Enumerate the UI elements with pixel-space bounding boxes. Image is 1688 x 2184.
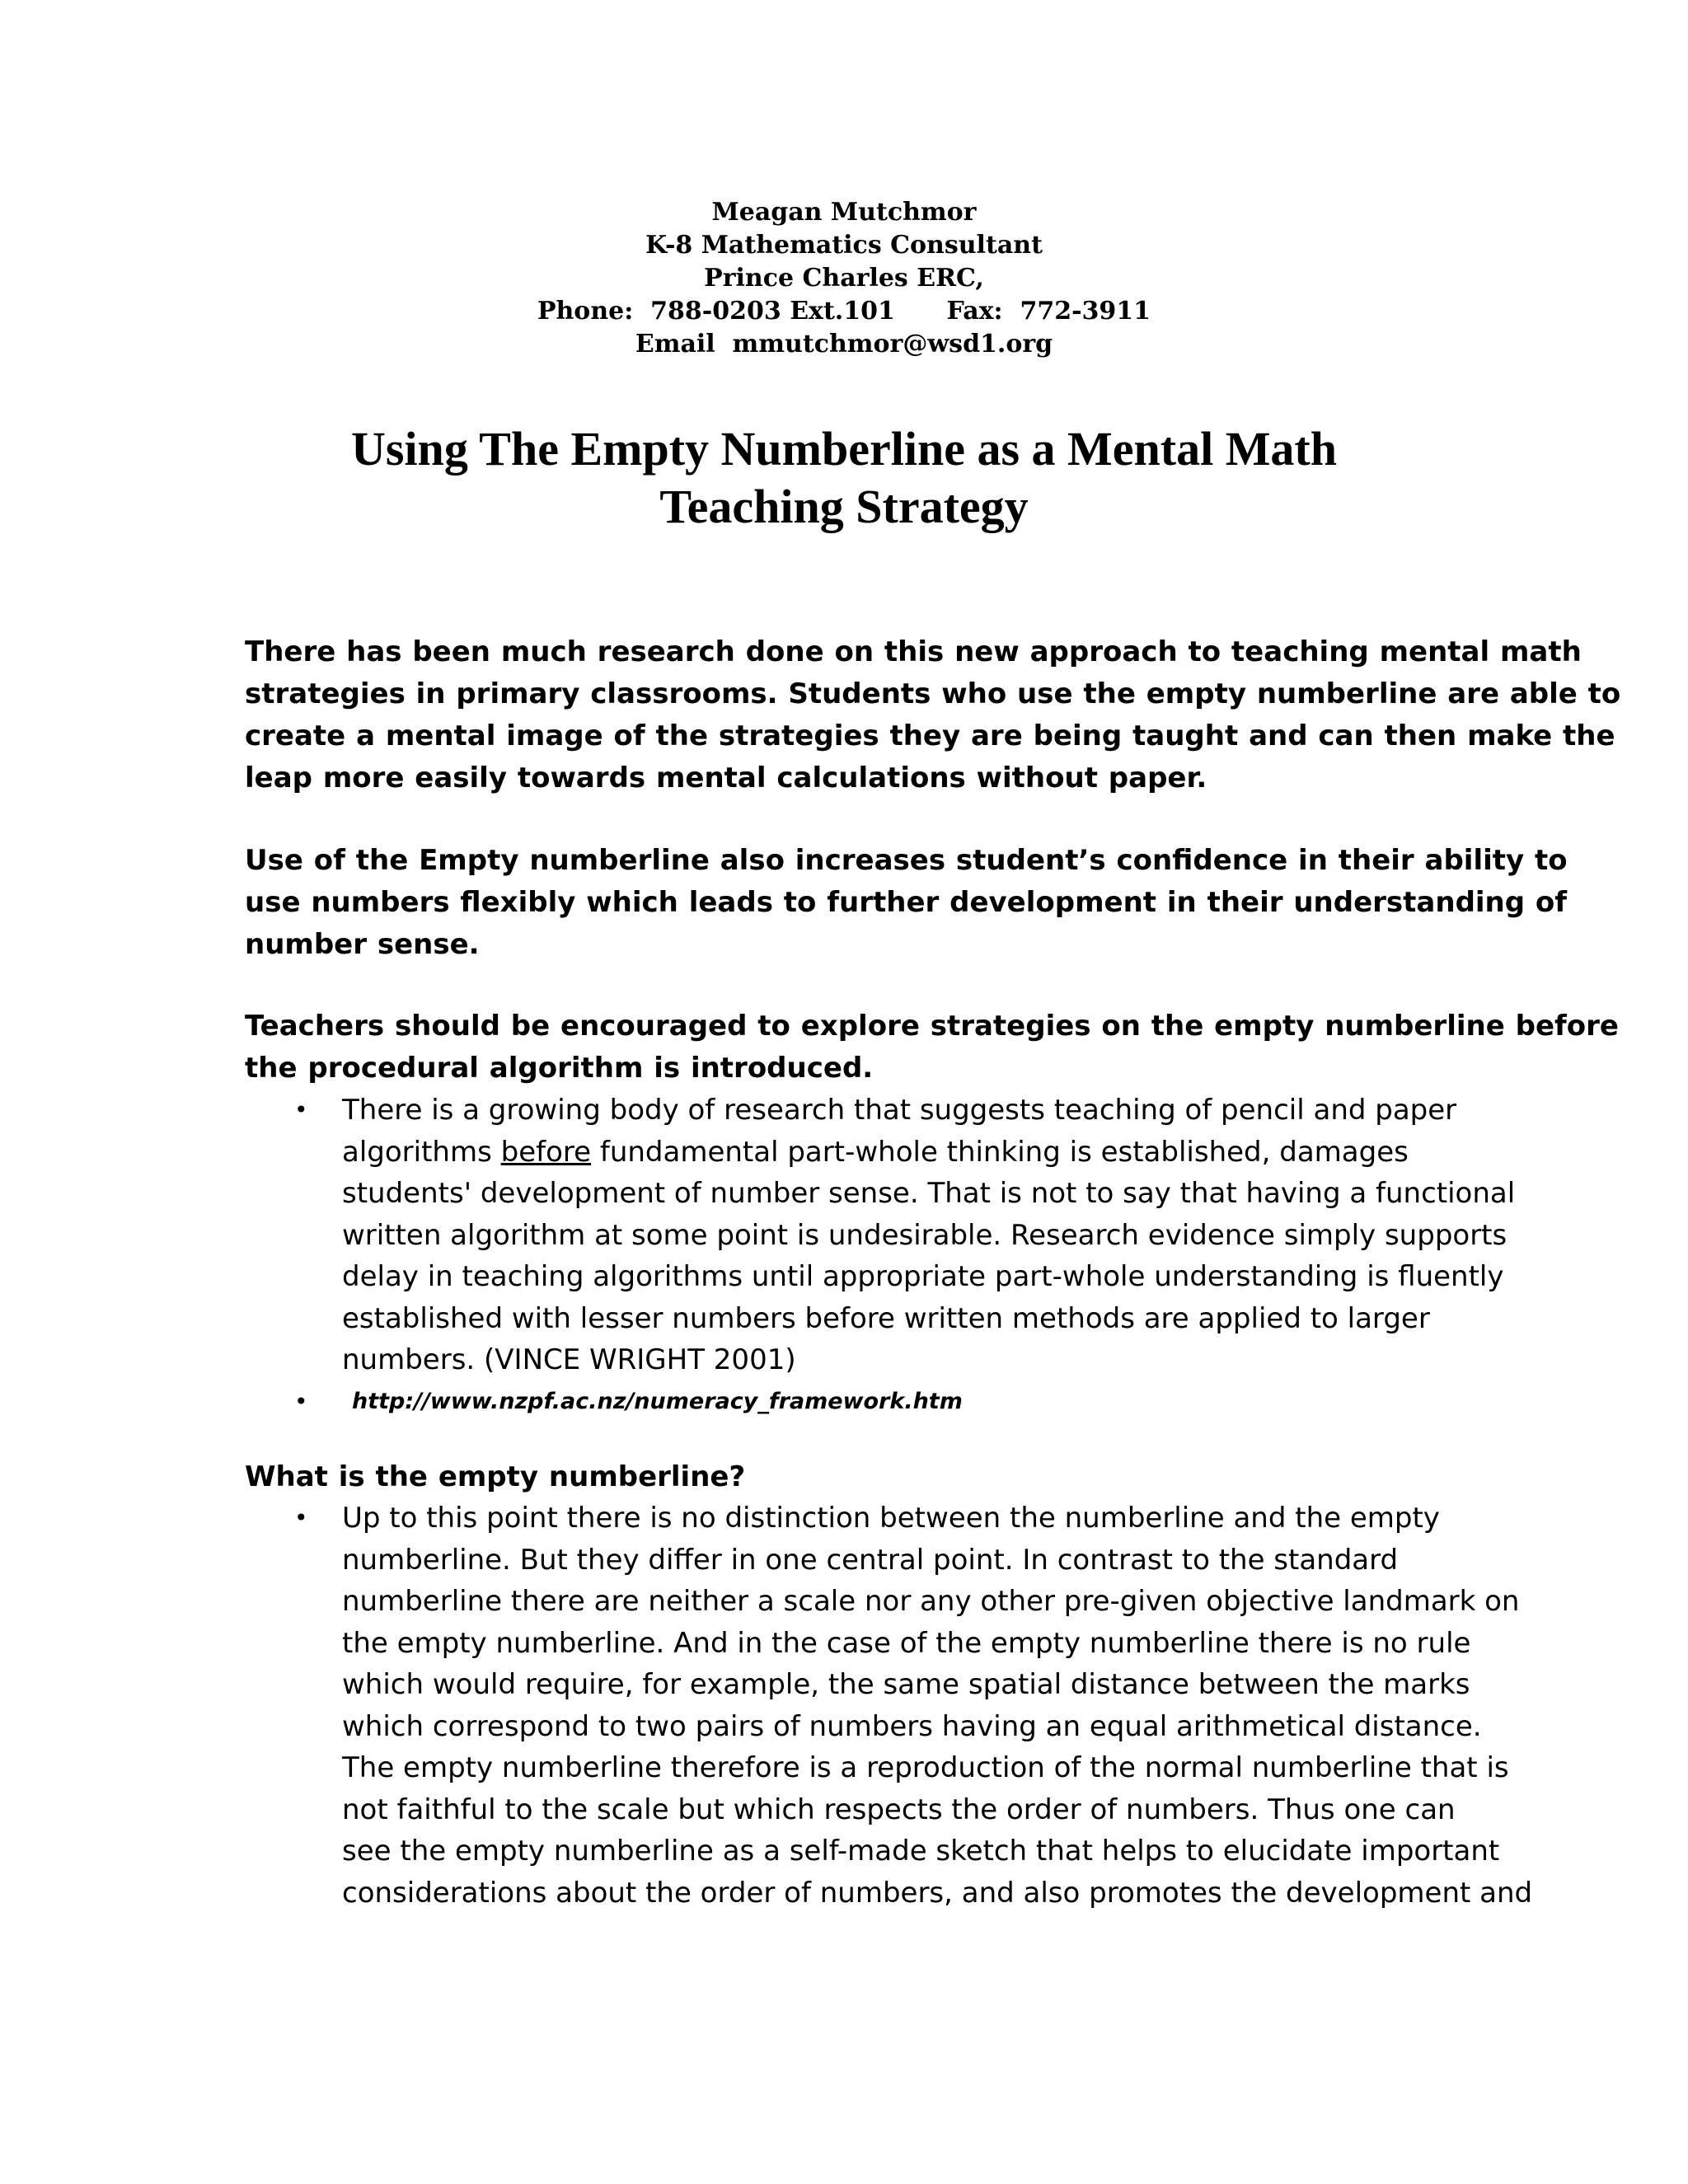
teachers-line: Teachers should be encouraged to explore strategies on the empty numberline before [245, 1010, 1619, 1043]
reference-link[interactable]: http://www.nzpf.ac.nz/numeracy_framework.htm [352, 1388, 963, 1414]
author-email: Email mmutchmor@wsd1.org [635, 330, 1053, 359]
definition-line: see the empty numberline as a self-made sketch that helps to elucidate important [342, 1835, 1500, 1868]
intro-paragraph [245, 631, 1621, 799]
author-name: Meagan Mutchmor [711, 198, 977, 227]
definition-line: which correspond to two pairs of numbers having an equal arithmetical distance. [342, 1709, 1482, 1743]
confidence-line: use numbers flexibly which leads to further development in their understanding of [245, 886, 1568, 919]
intro-line: create a mental image of the strategies they are being taught and can then make the [245, 719, 1615, 752]
definition-line: Up to this point there is no distinction between the numberline and the empty [342, 1502, 1440, 1535]
definition-line: considerations about the order of numbers, and also promotes the development and [342, 1876, 1533, 1910]
bullet-icon: • [294, 1096, 308, 1123]
list-item [245, 1381, 1514, 1423]
research-line: numbers. (VINCE WRIGHT 2001) [342, 1343, 796, 1376]
confidence-line: number sense. [245, 928, 480, 961]
intro-line: strategies in primary classrooms. Students who use the empty numberline are able to [245, 677, 1621, 710]
definition-line: numberline there are neither a scale nor any other pre-given objective landmark on [342, 1585, 1520, 1618]
confidence-paragraph [245, 840, 1568, 966]
section-heading [245, 1456, 1514, 1498]
confidence-line: Use of the Empty numberline also increases student’s confidence in their ability to [245, 844, 1568, 877]
research-bullet-list [245, 1090, 1514, 1422]
author-location: Prince Charles ERC, [704, 264, 984, 293]
document-title [0, 420, 1688, 536]
research-line: delay in teaching algorithms until appropriate part-whole understanding is fluently [342, 1260, 1504, 1293]
definition-line: numberline. But they differ in one central point. In contrast to the standard [342, 1543, 1399, 1577]
title-line-2: Teaching Strategy [659, 480, 1029, 533]
what-heading: What is the empty numberline? [245, 1460, 746, 1493]
list-item [245, 1090, 1514, 1381]
bullet-icon: • [294, 1387, 308, 1415]
intro-line: leap more easily towards mental calculations without paper. [245, 762, 1207, 794]
definition-line: The empty numberline therefore is a reproduction of the normal numberline that is [342, 1751, 1509, 1784]
research-text: algorithms [342, 1135, 501, 1169]
list-item [245, 1497, 1533, 1914]
author-position: K-8 Mathematics Consultant [645, 231, 1043, 260]
title-line-1: Using The Empty Numberline as a Mental Math [350, 422, 1338, 476]
definition-bullet-list [245, 1497, 1533, 1914]
teachers-paragraph [245, 1005, 1619, 1090]
definition-line: not faithful to the scale but which respects the order of numbers. Thus one can [342, 1793, 1456, 1826]
research-text: fundamental part-whole thinking is established, damages [591, 1135, 1409, 1169]
contact-block [0, 196, 1688, 361]
research-line: established with lesser numbers before written methods are applied to larger [342, 1301, 1430, 1335]
bullet-icon: • [294, 1504, 308, 1531]
research-line: written algorithm at some point is undesirable. Research evidence simply supports [342, 1218, 1507, 1252]
underlined-word: before [500, 1135, 592, 1169]
definition-line: which would require, for example, the same spatial distance between the marks [342, 1668, 1470, 1701]
definition-line: the empty numberline. And in the case of the empty numberline there is no rule [342, 1626, 1471, 1660]
research-line: students' development of number sense. That is not to say that having a functional [342, 1177, 1516, 1210]
research-line [342, 1132, 1514, 1174]
intro-line: There has been much research done on this new approach to teaching mental math [245, 635, 1582, 668]
teachers-line: the procedural algorithm is introduced. [245, 1052, 874, 1085]
author-phone-fax: Phone: 788-0203 Ext.101 Fax: 772-3911 [537, 297, 1151, 326]
research-line: There is a growing body of research that suggests teaching of pencil and paper [342, 1094, 1457, 1127]
